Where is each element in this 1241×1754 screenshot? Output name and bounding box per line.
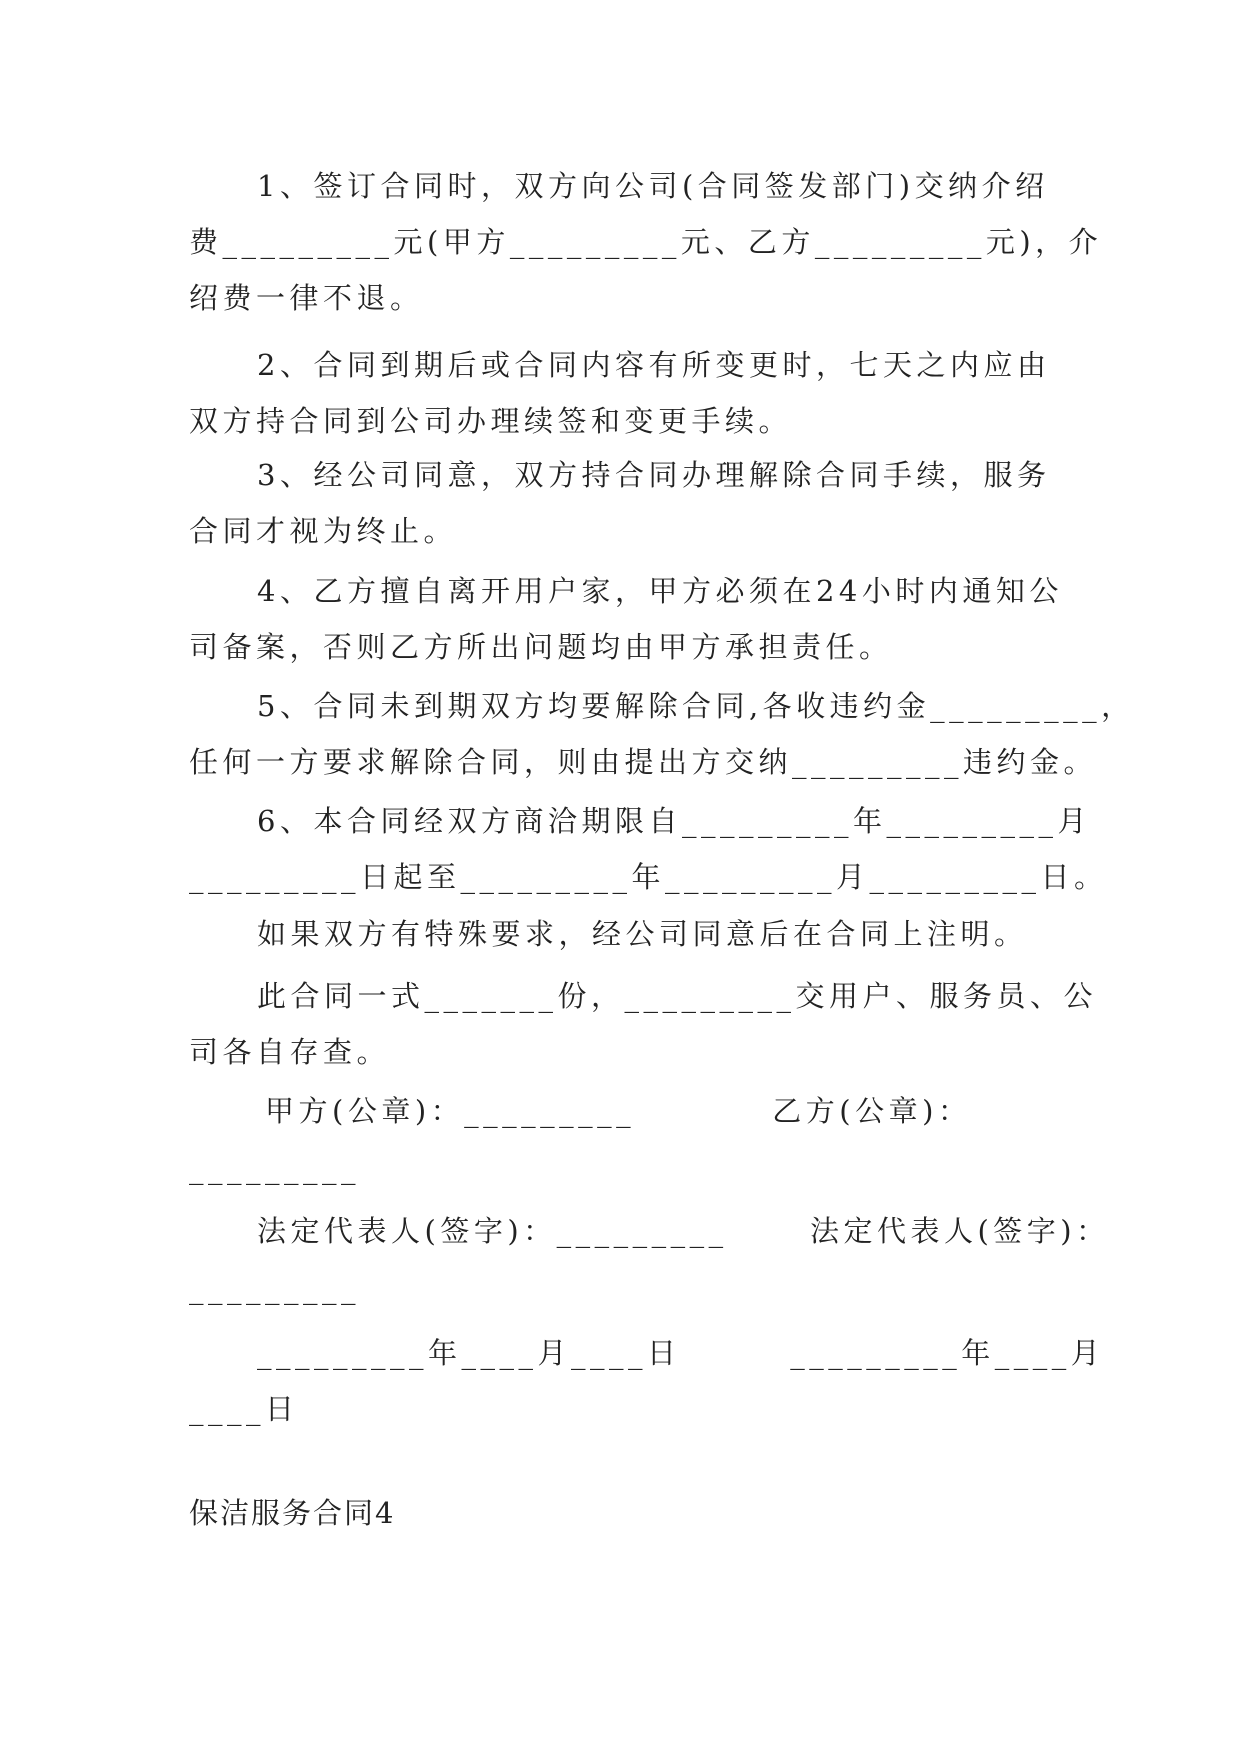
date-line: _________年____月____日 _________年____月: [257, 1336, 1105, 1370]
clause-3-line-1: 3、经公司同意，双方持合同办理解除合同手续，服务: [257, 458, 1051, 492]
copies-line-2: 司各自存查。: [189, 1035, 391, 1069]
clause-6-line-1: 6、本合同经双方商洽期限自_________年_________月: [257, 804, 1091, 838]
seal-line: 甲方(公章)：_________ 乙方(公章)：: [265, 1094, 972, 1128]
clause-1-line-1: 1、签订合同时，双方向公司(合同签发部门)交纳介绍: [257, 169, 1049, 203]
clause-1-line-2: 费_________元(甲方_________元、乙方_________元)，介: [189, 225, 1103, 259]
clause-2-line-1: 2、合同到期后或合同内容有所变更时，七天之内应由: [257, 348, 1051, 382]
next-section-title: 保洁服务合同4: [189, 1496, 396, 1530]
clause-4-line-1: 4、乙方擅自离开用户家，甲方必须在24小时内通知公: [257, 574, 1063, 608]
clause-1-line-3: 绍费一律不退。: [189, 281, 424, 315]
clause-5-line-2: 任何一方要求解除合同，则由提出方交纳_________违约金。: [189, 745, 1098, 779]
clause-6-line-2: _________日起至_________年_________月_________日。: [189, 860, 1108, 894]
date-line-cont: ____日: [189, 1392, 299, 1426]
clause-2-line-2: 双方持合同到公司办理续签和变更手续。: [189, 404, 793, 438]
representative-line: 法定代表人(签字)：_________ 法定代表人(签字)：: [257, 1214, 1110, 1248]
seal-line-cont: _________: [189, 1151, 360, 1185]
clause-3-line-2: 合同才视为终止。: [189, 514, 458, 548]
special-requirements: 如果双方有特殊要求，经公司同意后在合同上注明。: [257, 917, 1028, 951]
copies-line-1: 此合同一式_______份，_________交用户、服务员、公: [257, 979, 1098, 1013]
clause-5-line-1: 5、合同未到期双方均要解除合同,各收违约金_________，: [257, 689, 1135, 723]
representative-line-cont: _________: [189, 1271, 360, 1305]
clause-4-line-2: 司备案，否则乙方所出问题均由甲方承担责任。: [189, 630, 893, 664]
